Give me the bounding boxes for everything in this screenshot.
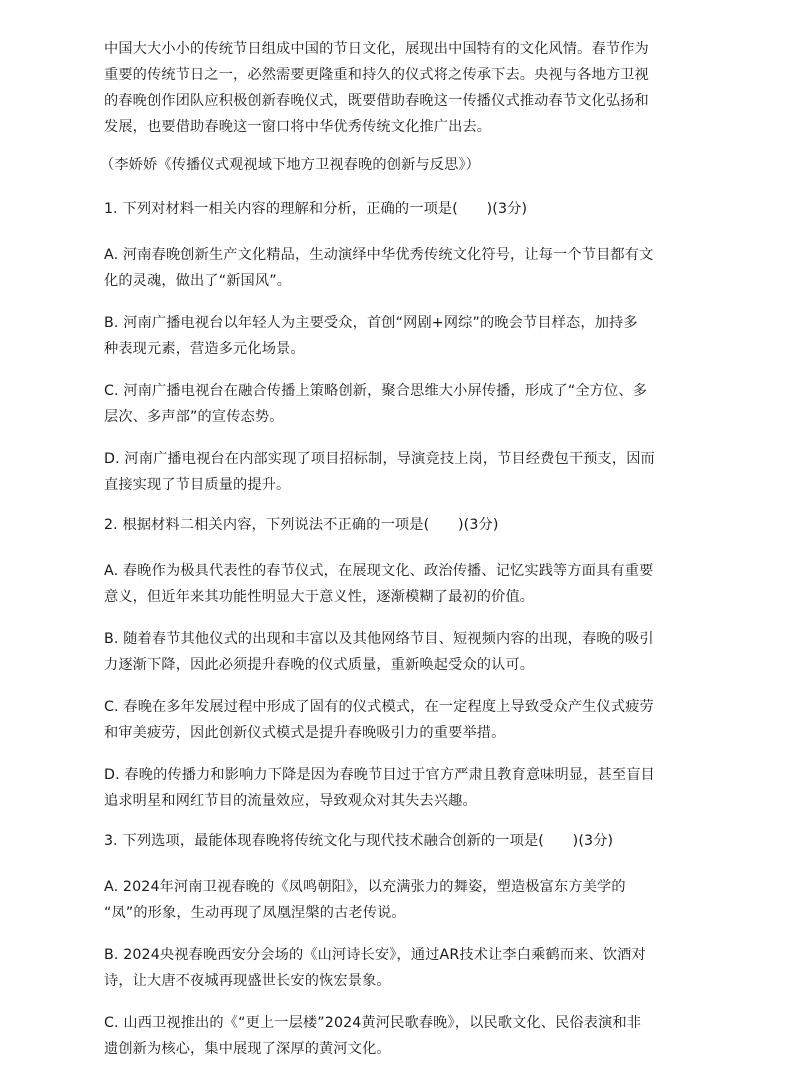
question-1-stem: 1. 下列对材料一相关内容的理解和分析，正确的一项是( )(3分): [104, 201, 528, 217]
question-2-stem: 2. 根据材料二相关内容，下列说法不正确的一项是( )(3分): [104, 517, 499, 533]
question-3-stem: 3. 下列选项，最能体现春晚将传统文化与现代技术融合创新的一项是( )(3分): [104, 833, 614, 849]
question-1-option-c: C. 河南广播电视台在融合传播上策略创新，聚合思维大小屏传播，形成了“全方位、多 层次、多声部”的宣传态势。: [104, 383, 648, 425]
cut-off-text-fragment: [300, 1082, 450, 1092]
question-3-option-b: B. 2024央视春晚西安分会场的《山河诗长安》，通过AR技术让李白乘鹤而来、饮酒对 诗，让大唐不夜城再现盛世长安的恢宏景象。: [104, 947, 646, 989]
question-2-option-b: B. 随着春节其他仪式的出现和丰富以及其他网络节目、短视频内容的出现，春晚的吸引 力逐渐下降，因此必须提升春晚的仪式质量，重新唤起受众的认可。: [104, 631, 654, 673]
passage-line: 重要的传统节日之一，必然需要更隆重和持久的仪式将之传承下去。央视与各地方卫视: [104, 67, 649, 83]
question-1-option-b: B. 河南广播电视台以年轻人为主要受众，首创“网剧+网综”的晚会节目样态，加持多 种表现元素，营造多元化场景。: [104, 315, 638, 357]
question-2-option-d: D. 春晚的传播力和影响力下降是因为春晚节目过于官方严肃且教育意味明显，甚至盲目 追求明星和网红节目的流量效应，导致观众对其失去兴趣。: [104, 767, 655, 809]
question-3-option-a: A. 2024年河南卫视春晚的《凤鸣朝阳》，以充满张力的舞姿，塑造极富东方美学的 “凤”的形象，生动再现了凤凰涅槃的古老传说。: [104, 879, 626, 921]
question-1-option-d: D. 河南广播电视台在内部实现了项目招标制，导演竞技上岗，节目经费包干预支，因而 直接实现了节目质量的提升。: [104, 451, 655, 493]
question-3-option-c: C. 山西卫视推出的《“更上一层楼”2024黄河民歌春晚》，以民歌文化、民俗表演和非 遗创新为核心，集中展现了深厚的黄河文化。: [104, 1015, 642, 1057]
question-1-option-a: A. 河南春晚创新生产文化精品，生动演绎中华优秀传统文化符号，让每一个节目都有文 化的灵魂，做出了“新国风”。: [104, 247, 654, 289]
question-2-option-c: C. 春晚在多年发展过程中形成了固有的仪式模式，在一定程度上导致受众产生仪式疲劳 和审美疲劳，因此创新仪式模式是提升春晚吸引力的重要举措。: [104, 699, 654, 741]
passage-paragraph: [104, 36, 694, 140]
passage-line: 发展，也要借助春晚这一窗口将中华优秀传统文化推广出去。: [104, 119, 492, 135]
passage-line: 中国大大小小的传统节日组成中国的节日文化，展现出中国特有的文化风情。春节作为: [104, 41, 649, 57]
source-citation: （李娇娇《传播仪式观视域下地方卫视春晚的创新与反思》）: [100, 157, 481, 173]
passage-line: 的春晚创作团队应积极创新春晚仪式，既要借助春晚这一传播仪式推动春节文化弘扬和: [104, 93, 649, 109]
question-2-option-a: A. 春晚作为极具代表性的春节仪式，在展现文化、政治传播、记忆实践等方面具有重要 意义，但近年来其功能性明显大于意义性，逐渐模糊了最初的价值。: [104, 563, 654, 605]
exam-page: [100, 0, 694, 1092]
